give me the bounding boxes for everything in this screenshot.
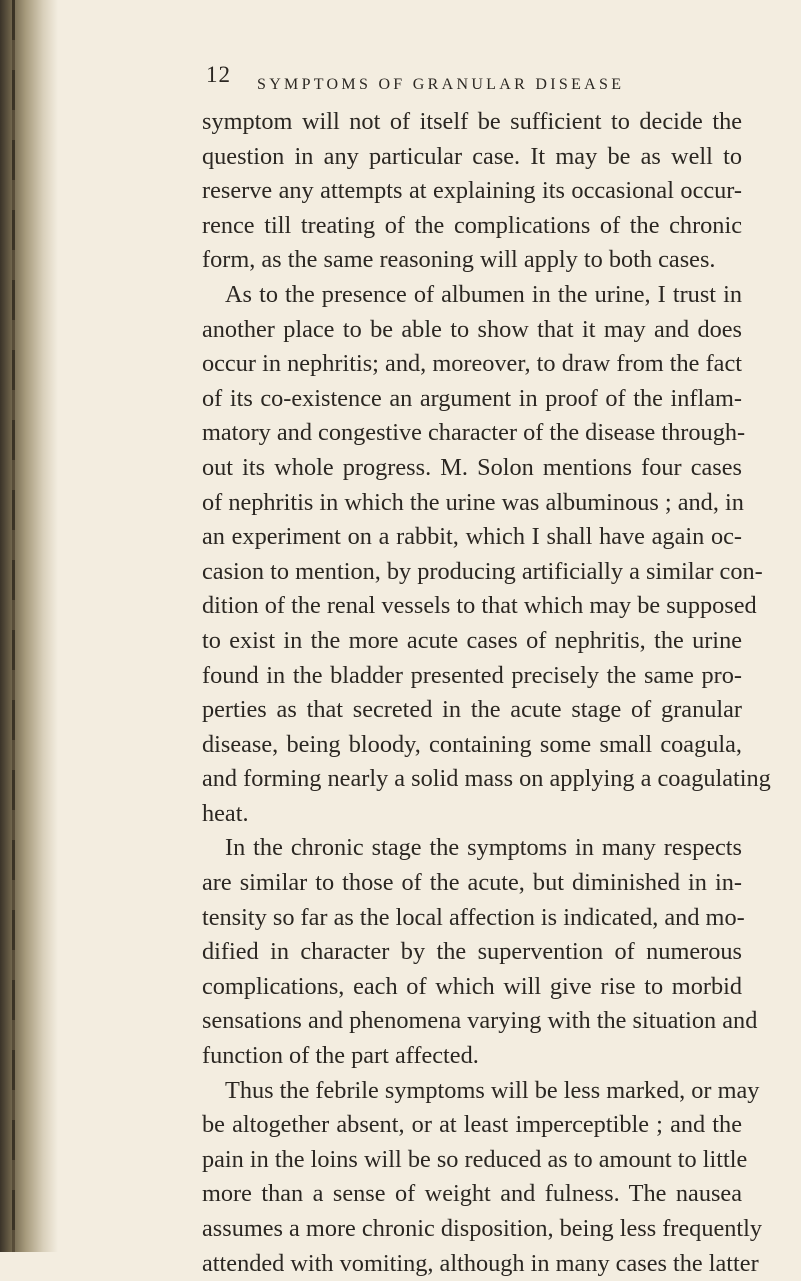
text-line: pain in the loins will be so reduced as to amount to little [202, 1145, 748, 1173]
text-line: sensations and phenomena varying with the situation and [202, 1007, 758, 1035]
book-spine-shadow [0, 0, 58, 1252]
text-line: In the chronic stage the symptoms in many respects [225, 834, 742, 862]
page-number: 12 [206, 62, 231, 87]
text-line: occur in nephritis; and, moreover, to draw from the fact [202, 350, 742, 378]
running-title: SYMPTOMS OF GRANULAR DISEASE [257, 76, 625, 93]
text-line: of nephritis in which the urine was albuminous ; and, in [202, 488, 744, 516]
text-line: dified in character by the supervention of numerous [202, 938, 742, 966]
text-line: perties as that secreted in the acute stage of granular [202, 696, 742, 724]
text-line: an experiment on a rabbit, which I shall have again oc- [202, 523, 742, 551]
text-line: complications, each of which will give rise to morbid [202, 972, 742, 1000]
text-line: and forming nearly a solid mass on applying a coagulating [202, 765, 771, 793]
text-line: out its whole progress. M. Solon mentions four cases [202, 453, 742, 481]
text-line: form, as the same reasoning will apply to both cases. [202, 246, 716, 274]
text-line: be altogether absent, or at least imperceptible ; and the [202, 1111, 742, 1139]
text-line: assumes a more chronic disposition, being less frequently [202, 1215, 763, 1242]
text-line: attended with vomiting, although in many cases the latter [202, 1249, 759, 1277]
body-text [202, 105, 771, 1281]
text-line: Thus the febrile symptoms will be less marked, or may [225, 1076, 760, 1104]
text-line: tensity so far as the local affection is indicated, and mo- [202, 903, 745, 931]
text-line: function of the part affected. [202, 1042, 479, 1070]
text-line: more than a sense of weight and fulness. The nausea [202, 1180, 742, 1208]
text-line: dition of the renal vessels to that which may be supposed [202, 592, 757, 620]
text-line: to exist in the more acute cases of nephritis, the urine [202, 626, 742, 654]
text-line: found in the bladder presented precisely the same pro- [202, 661, 742, 689]
text-line: another place to be able to show that it may and does [202, 315, 742, 343]
text-line: reserve any attempts at explaining its occasional occur- [202, 177, 742, 205]
text-line: casion to mention, by producing artificially a similar con- [202, 557, 763, 585]
binding-edge [12, 0, 15, 1252]
text-line: of its co-existence an argument in proof of the inflam- [202, 384, 742, 412]
text-line: are similar to those of the acute, but diminished in in- [202, 869, 742, 897]
text-line: question in any particular case. It may be as well to [202, 142, 742, 170]
text-line: heat. [202, 799, 249, 827]
text-line: rence till treating of the complications of the chronic [202, 211, 742, 239]
text-line: As to the presence of albumen in the urine, I trust in [225, 280, 742, 308]
text-line: disease, being bloody, containing some small coagula, [202, 730, 742, 758]
text-line: symptom will not of itself be sufficient to decide the [202, 108, 742, 135]
text-line: matory and congestive character of the disease through- [202, 419, 746, 447]
